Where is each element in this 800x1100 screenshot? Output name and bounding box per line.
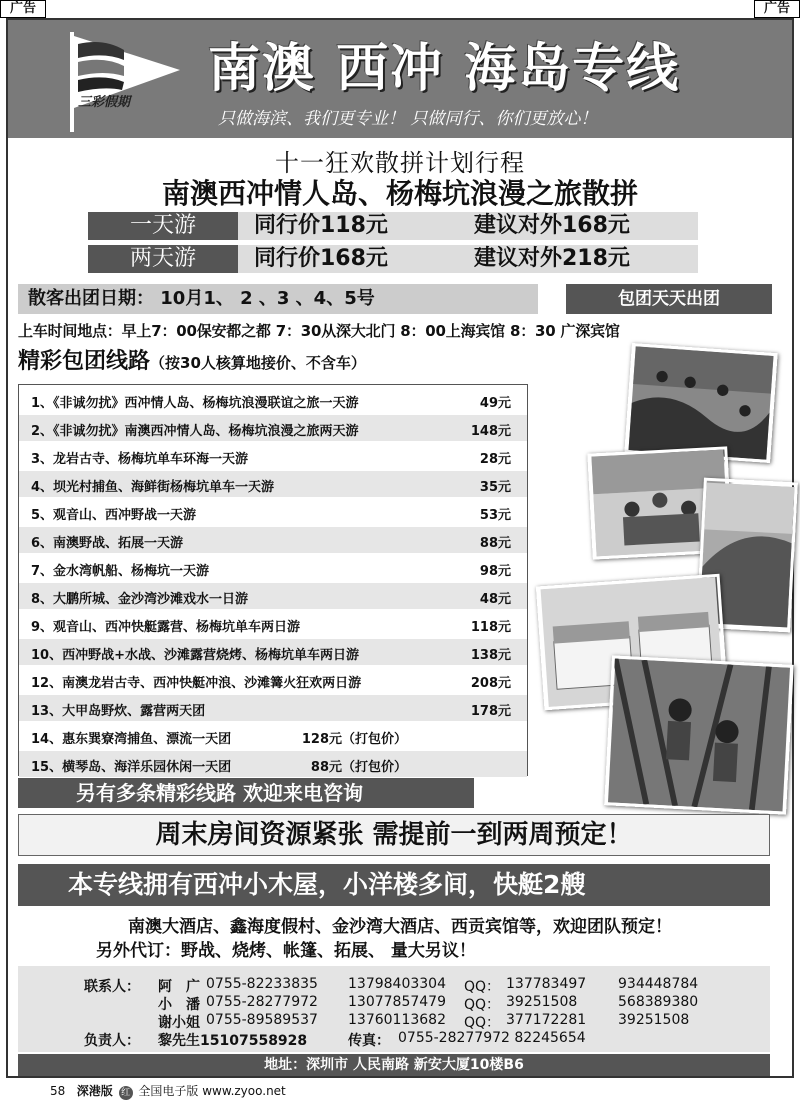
- ad-tag-right: 广告: [754, 0, 800, 18]
- edition-label: 深港版: [76, 1084, 113, 1098]
- price-row-one-day: [88, 212, 698, 240]
- route-name: 12、南澳龙岩古寺、西冲快艇冲浪、沙滩篝火狂欢两日游: [31, 676, 362, 691]
- facilities-banner: 本专线拥有西冲小木屋，小洋楼多间，快艇2艘: [18, 864, 770, 906]
- contact-qq: 568389380: [618, 994, 699, 1010]
- peer-price: 同行价168元: [254, 246, 388, 271]
- manager-role: 负责人：: [84, 1033, 140, 1049]
- contact-tel: 0755-89589537: [206, 1012, 318, 1028]
- routes-note: （按30人核算地接价、不含车）: [150, 354, 366, 372]
- route-name: 4、坝光村捕鱼、海鲜街杨梅坑单车一天游: [31, 480, 275, 495]
- contact-role: 联系人：: [84, 979, 140, 995]
- route-price: 138元: [470, 648, 511, 663]
- route-price: 178元: [470, 704, 511, 719]
- itinerary-subtitle: 十一狂欢散拼计划行程: [275, 149, 525, 177]
- contacts-block: [18, 966, 770, 1052]
- routes-heading: [18, 344, 366, 375]
- suggested-price: 建议对外218元: [474, 246, 630, 271]
- price-row-two-day: [88, 245, 698, 273]
- route-item: [19, 499, 527, 525]
- contact-tel: 0755-28277972: [206, 994, 318, 1010]
- contact-mobile: 13077857479: [348, 994, 446, 1010]
- main-title: 南澳 西冲 海岛专线: [208, 39, 681, 99]
- route-item: [19, 387, 527, 413]
- route-name: 14、惠东巽寮湾捕鱼、漂流一天团: [31, 732, 232, 747]
- qq-label: QQ：: [464, 979, 501, 995]
- route-item: [19, 611, 527, 637]
- page-footer: [50, 1082, 286, 1100]
- website-link[interactable]: 全国电子版 www.zyoo.net: [138, 1084, 286, 1098]
- contact-tel: 0755-82233835: [206, 976, 318, 992]
- edition-badge-icon: 红: [119, 1086, 133, 1100]
- route-item: [19, 751, 527, 777]
- contact-mobile: 13760113682: [348, 1012, 446, 1028]
- route-list: [18, 384, 528, 776]
- flag-logo: [64, 30, 184, 134]
- contact-name: 阿 广: [158, 979, 200, 995]
- tour-headline: 南澳西冲情人岛、杨梅坑浪漫之旅散拼: [161, 177, 638, 210]
- route-item: [19, 415, 527, 441]
- fax-label: 传真：: [348, 1033, 390, 1049]
- route-item: [19, 555, 527, 581]
- route-name: 7、金水湾帆船、杨梅坑一天游: [31, 564, 210, 579]
- contact-mobile: 13798403304: [348, 976, 446, 992]
- suggested-price: 建议对外168元: [474, 213, 630, 238]
- contact-qq: 137783497: [506, 976, 587, 992]
- fax-number: 0755-28277972 82245654: [398, 1030, 586, 1046]
- routes-title: 精彩包团线路: [18, 349, 151, 374]
- route-name: 3、龙岩古寺、杨梅坑单车环海一天游: [31, 452, 249, 467]
- contact-name: 小 潘: [158, 997, 200, 1013]
- route-item: [19, 443, 527, 469]
- photo-jungle-kids: [604, 655, 794, 814]
- route-name: 15、横琴岛、海洋乐园休闲一天团: [31, 760, 232, 775]
- route-name: 10、西冲野战+水战、沙滩露营烧烤、杨梅坑单车两日游: [31, 648, 359, 663]
- contact-qq: 934448784: [618, 976, 699, 992]
- manager-contact: 黎先生15107558928: [158, 1033, 308, 1049]
- route-item: [19, 723, 527, 749]
- more-routes-banner: 另有多条精彩线路 欢迎来电咨询: [18, 778, 474, 808]
- route-item: [19, 667, 527, 693]
- route-price: 28元: [479, 452, 511, 467]
- logo-text: 三彩假期: [78, 95, 131, 110]
- route-name: 6、南澳野战、拓展一天游: [31, 536, 184, 551]
- contact-qq: 39251508: [506, 994, 578, 1010]
- route-price: 49元: [479, 396, 511, 411]
- slogan: 只做海滨、我们更专业！ 只做同行、你们更放心！: [218, 109, 598, 129]
- route-price: 148元: [470, 424, 511, 439]
- route-price: 35元: [479, 480, 511, 495]
- departure-dates: 散客出团日期： 10月1、 2 、3 、4、5号: [18, 284, 538, 314]
- route-item: [19, 695, 527, 721]
- address-bar: 地址：深圳市 人民南路 新安大厦10楼B6: [18, 1054, 770, 1076]
- route-name: 2、《非诚勿扰》南澳西冲情人岛、杨梅坑浪漫之旅两天游: [31, 424, 359, 439]
- route-price: 88元: [479, 536, 511, 551]
- qq-label: QQ：: [464, 997, 501, 1013]
- contact-name: 谢小姐: [158, 1015, 200, 1031]
- route-price: 118元: [470, 620, 511, 635]
- booking-notice: 周末房间资源紧张 需提前一到两周预定！: [18, 814, 770, 856]
- price-label: 两天游: [88, 245, 238, 273]
- route-price: 88元（打包价）: [310, 760, 407, 775]
- route-price: 208元: [470, 676, 511, 691]
- route-item: [19, 471, 527, 497]
- peer-price: 同行价118元: [254, 213, 388, 238]
- header-banner: [8, 20, 792, 138]
- extra-services: 另外代订：野战、烧烤、帐篷、拓展、 量大另议！: [96, 941, 476, 961]
- photo-cliff-group: [624, 343, 777, 463]
- page-number: 58: [50, 1084, 66, 1098]
- route-name: 9、观音山、西冲快艇露营、杨梅坑单车两日游: [31, 620, 301, 635]
- route-price: 98元: [479, 564, 511, 579]
- ad-tag-left: 广告: [0, 0, 46, 18]
- route-item: [19, 639, 527, 665]
- route-price: 128元（打包价）: [301, 732, 407, 747]
- route-item: [19, 583, 527, 609]
- route-price: 53元: [479, 508, 511, 523]
- contact-qq: 377172281: [506, 1012, 587, 1028]
- pickup-info: 上车时间地点：早上7：00保安都之都 7：30从深大北门 8：00上海宾馆 8：30 广深宾馆: [18, 322, 620, 340]
- hotels-line: 南澳大酒店、鑫海度假村、金沙湾大酒店、西贡宾馆等，欢迎团队预定！: [128, 917, 672, 937]
- route-price: 48元: [479, 592, 511, 607]
- route-name: 1、《非诚勿扰》西冲情人岛、杨梅坑浪漫联谊之旅一天游: [31, 396, 359, 411]
- price-label: 一天游: [88, 212, 238, 240]
- route-name: 13、大甲岛野炊、露营两天团: [31, 704, 206, 719]
- contact-qq: 39251508: [618, 1012, 690, 1028]
- qq-label: QQ：: [464, 1015, 501, 1031]
- route-name: 5、观音山、西冲野战一天游: [31, 508, 197, 523]
- route-item: [19, 527, 527, 553]
- route-name: 8、大鹏所城、金沙湾沙滩戏水一日游: [31, 592, 249, 607]
- daily-departure-badge: 包团天天出团: [566, 284, 772, 314]
